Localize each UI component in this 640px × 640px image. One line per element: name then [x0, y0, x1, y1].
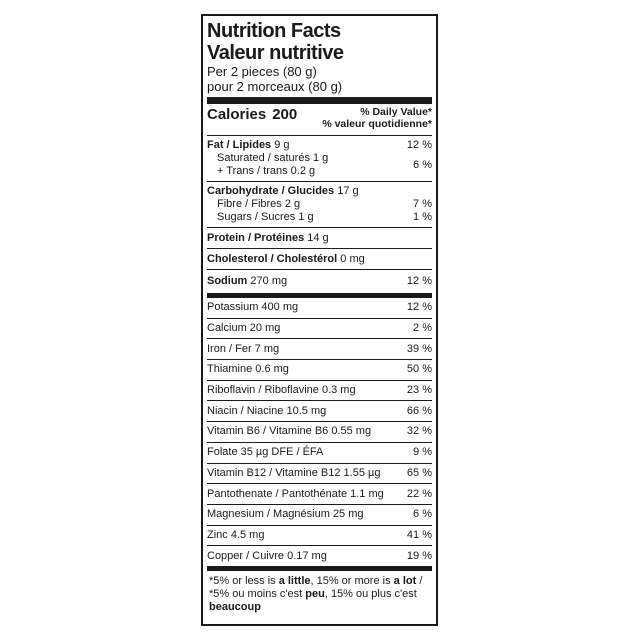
micronutrient-dv: 50 %: [406, 363, 432, 376]
micronutrient-dv: 41 %: [406, 528, 432, 541]
micronutrient-label: Magnesium / Magnésium 25 mg: [207, 508, 364, 521]
micronutrient-dv: 6 %: [413, 508, 432, 521]
micronutrient-label: Thiamine 0.6 mg: [207, 363, 289, 376]
micronutrient-dv: 9 %: [413, 446, 432, 459]
micronutrient-row: [207, 298, 432, 318]
fat-group: [207, 136, 432, 181]
micronutrient-row: [207, 338, 432, 359]
sodium-label: Sodium: [207, 275, 248, 287]
cholesterol-amount: 0 mg: [340, 252, 365, 265]
fat-label: Fat / Lipides: [207, 139, 272, 151]
footnote-text: / *5% ou moins c'est: [209, 574, 423, 600]
divider-thick: [207, 97, 432, 104]
micronutrient-label: Folate 35 µg DFE / ÉFA: [207, 446, 324, 459]
micronutrient-row: [207, 483, 432, 504]
footnote-text: , 15% or more is: [310, 574, 394, 587]
micronutrient-row: [207, 380, 432, 401]
footnote-bold: a lot: [393, 574, 417, 587]
saturated-label: Saturated / saturés 1 g: [217, 152, 329, 164]
micronutrient-dv: 12 %: [406, 301, 432, 314]
footnote-text: *5% or less is: [209, 574, 279, 587]
calories-row: [207, 104, 432, 135]
calories-label: Calories: [207, 106, 267, 123]
micronutrient-row: [207, 463, 432, 484]
footnote-bold: a little: [278, 574, 311, 587]
micronutrient-row: [207, 442, 432, 463]
daily-value-header-en: % Daily Value*: [360, 106, 432, 118]
micronutrient-row: [207, 421, 432, 442]
footnote-bold: beaucoup: [209, 600, 261, 613]
fibre-dv: 7 %: [413, 198, 432, 210]
micronutrient-label: Potassium 400 mg: [207, 301, 299, 314]
footnote: [207, 571, 432, 614]
micronutrient-row: [207, 545, 432, 566]
fat-amount: 9 g: [274, 139, 290, 151]
sugars-dv: 1 %: [413, 211, 432, 223]
micronutrient-label: Calcium 20 mg: [207, 322, 281, 335]
title-en: Nutrition Facts: [207, 20, 341, 42]
micronutrient-dv: 32 %: [406, 425, 432, 438]
micronutrient-label: Iron / Fer 7 mg: [207, 342, 280, 355]
nutrition-facts-panel: [201, 14, 438, 626]
micronutrient-row: [207, 359, 432, 380]
trans-label: + Trans / trans 0.2 g: [217, 165, 316, 177]
footnote-text: , 15% ou plus c'est: [324, 587, 417, 600]
micronutrient-label: Pantothenate / Pantothénate 1.1 mg: [207, 487, 384, 500]
protein-label: Protein / Protéines: [207, 231, 305, 244]
micronutrient-label: Vitamin B6 / Vitamine B6 0.55 mg: [207, 425, 372, 438]
fibre-row: [207, 198, 432, 211]
micronutrient-dv: 39 %: [406, 342, 432, 355]
daily-value-header-fr: % valeur quotidienne*: [322, 118, 432, 130]
sugars-label: Sugars / Sucres 1 g: [217, 211, 314, 223]
micronutrient-label: Zinc 4.5 mg: [207, 528, 265, 541]
micronutrient-dv: 19 %: [406, 549, 432, 562]
micronutrient-label: Copper / Cuivre 0.17 mg: [207, 549, 327, 562]
carbohydrate-group: [207, 182, 432, 227]
micronutrient-row: [207, 504, 432, 525]
micronutrient-label: Riboflavin / Riboflavine 0.3 mg: [207, 384, 356, 397]
micronutrient-dv: 2 %: [413, 322, 432, 335]
fat-row: [207, 139, 432, 152]
micronutrient-dv: 23 %: [406, 384, 432, 397]
carbohydrate-amount: 17 g: [337, 185, 359, 197]
fibre-label: Fibre / Fibres 2 g: [217, 198, 301, 210]
cholesterol-row: [207, 249, 432, 269]
sodium-row: [207, 270, 432, 293]
micronutrient-list: [207, 298, 432, 566]
serving-size-en: Per 2 pieces (80 g): [207, 64, 317, 79]
title-fr: Valeur nutritive: [207, 42, 344, 64]
micronutrient-row: [207, 318, 432, 339]
micronutrient-label: Vitamin B12 / Vitamine B12 1.55 µg: [207, 466, 381, 479]
protein-amount: 14 g: [307, 231, 329, 244]
protein-row: [207, 228, 432, 248]
saturated-trans-row: [207, 152, 432, 178]
fat-dv: 12 %: [406, 139, 432, 151]
sugars-row: [207, 211, 432, 224]
sodium-amount: 270 mg: [250, 275, 288, 287]
carbohydrate-label: Carbohydrate / Glucides: [207, 185, 335, 197]
footnote-bold: peu: [305, 587, 325, 600]
micronutrient-dv: 66 %: [406, 404, 432, 417]
carbohydrate-row: [207, 185, 432, 198]
saturated-trans-dv: 6 %: [413, 158, 432, 171]
serving-size-fr: pour 2 morceaux (80 g): [207, 79, 343, 94]
micronutrient-row: [207, 400, 432, 421]
calories-value: 200: [272, 106, 298, 123]
micronutrient-dv: 65 %: [406, 466, 432, 479]
micronutrient-label: Niacin / Niacine 10.5 mg: [207, 404, 327, 417]
micronutrient-row: [207, 525, 432, 546]
micronutrient-dv: 22 %: [406, 487, 432, 500]
sodium-dv: 12 %: [406, 275, 432, 287]
cholesterol-label: Cholesterol / Cholestérol: [207, 252, 338, 265]
